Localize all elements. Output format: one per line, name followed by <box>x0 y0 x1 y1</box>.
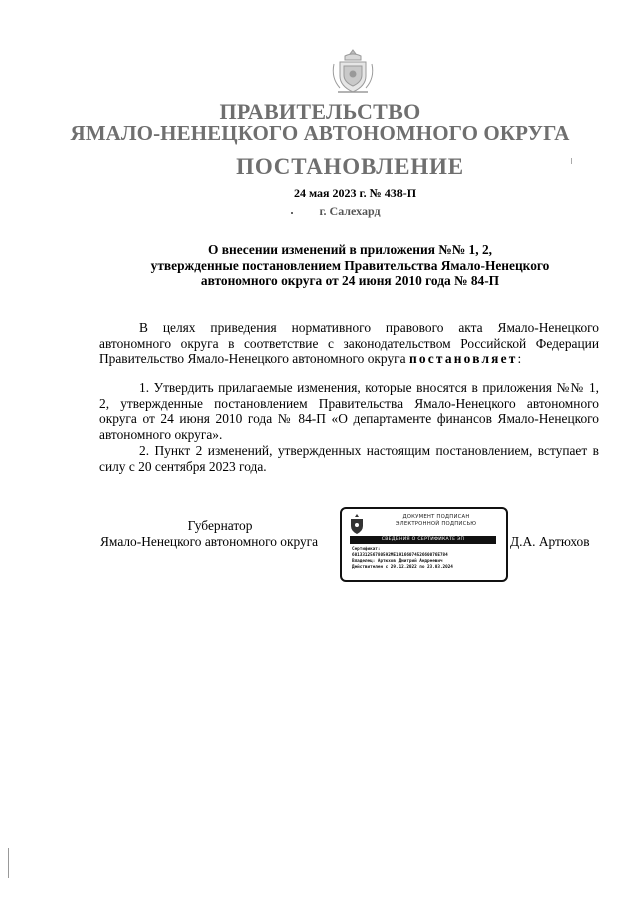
signatory-title-line1: Губернатор <box>187 518 253 533</box>
city: г. Салехард <box>319 204 381 218</box>
document-subject <box>110 242 590 289</box>
date-number: 24 мая 2023 г. № 438-П <box>293 186 417 200</box>
stamp-heading-line2: ЭЛЕКТРОННОЙ ПОДПИСЬЮ <box>395 521 477 527</box>
document-type: ПОСТАНОВЛЕНИЕ <box>236 154 464 179</box>
cert-value: 601331256780592ME1916607452660076E784 <box>352 553 448 558</box>
emblem-icon <box>347 513 367 535</box>
resolves-word: постановляет <box>408 351 518 367</box>
scan-mark <box>571 158 572 164</box>
stamp-certificate-bar: СВЕДЕНИЯ О СЕРТИФИКАТЕ ЭП <box>350 536 496 544</box>
government-title-line2: ЯМАЛО-НЕНЕЦКОГО АВТОНОМНОГО ОКРУГА <box>70 121 570 145</box>
signatory-title-line2: Ямало-Ненецкого автономного округа <box>100 534 319 549</box>
signatory-title <box>100 518 340 550</box>
stamp-heading-line1: ДОКУМЕНТ ПОДПИСАН <box>402 514 470 520</box>
government-title-line1: ПРАВИТЕЛЬСТВО <box>219 99 421 124</box>
stamp-certificate-info <box>352 547 502 571</box>
signer-name: Д.А. Артюхов <box>510 534 590 549</box>
cert-owner: Владелец: Артюхов Дмитрий Андреевич <box>352 559 443 564</box>
preamble-colon: : <box>517 351 522 367</box>
cert-validity: Действителен с 29.12.2022 по 23.03.2024 <box>352 565 453 570</box>
subject-line-1: О внесении изменений в приложения №№ 1, 2, <box>207 242 492 257</box>
preamble-paragraph <box>99 320 599 367</box>
electronic-signature-stamp <box>340 507 508 582</box>
coat-of-arms-emblem <box>330 48 376 98</box>
subject-line-3: автономного округа от 24 июня 2010 года № 84-П <box>200 273 500 288</box>
item-2-paragraph: 2. Пункт 2 изменений, утвержденных настоящим постановлением, вступает в силу с 20 сентября 2023 года. <box>99 443 599 474</box>
subject-line-2: утвержденные постановлением Правительства Ямало-Ненецкого <box>150 257 550 273</box>
item-1-paragraph: 1. Утвердить прилагаемые изменения, которые вносятся в приложения №№ 1, 2, утвержденные постановлением Правительства Ямало-Ненецкого автономного округа от 24 июня 2010 года № 84-П «О департаменте финансов Ямало-Ненецкого автономного округа». <box>99 380 599 442</box>
preamble-text: В целях приведения нормативного правового акта Ямало-Ненецкого автономного округа в соответствие с законодательством Российской Федерации Правительство Ямало-Ненецкого автономного округа <box>99 320 599 367</box>
stamp-heading <box>372 514 500 528</box>
cert-label: Сертификат: <box>352 547 381 552</box>
scan-margin-mark <box>8 848 9 878</box>
